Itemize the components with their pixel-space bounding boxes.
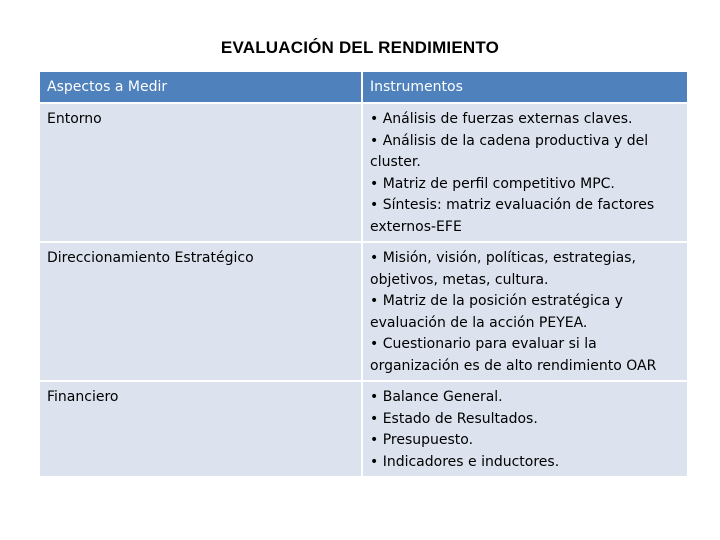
- evaluation-table: [40, 72, 687, 476]
- instrument-line: • Análisis de la cadena productiva y del: [370, 132, 649, 149]
- instrument-line: • Síntesis: matriz evaluación de factores: [370, 197, 655, 213]
- page-title: EVALUACIÓN DEL RENDIMIENTO: [220, 38, 500, 57]
- instrument-line: externos-EFE: [370, 218, 462, 235]
- aspect-cell: Financiero: [40, 381, 362, 476]
- aspect-cell: Direccionamiento Estratégico: [40, 242, 362, 381]
- instrument-line: • Análisis de fuerzas externas claves.: [370, 111, 633, 127]
- instrument-line: • Misión, visión, políticas, estrategias,: [370, 250, 636, 266]
- aspect-cell: Entorno: [40, 103, 362, 242]
- instrument-line: organización es de alto rendimiento OAR: [370, 357, 657, 374]
- table-row: [40, 103, 687, 242]
- instruments-cell: [362, 103, 687, 242]
- instrument-line: evaluación de la acción PEYEA.: [370, 314, 588, 331]
- instrument-line: • Indicadores e inductores.: [370, 453, 560, 470]
- instrument-line: • Cuestionario para evaluar si la: [370, 336, 597, 352]
- instrument-line: objetivos, metas, cultura.: [370, 271, 549, 288]
- instrument-line: • Matriz de la posición estratégica y: [370, 293, 623, 309]
- instruments-cell: [362, 242, 687, 381]
- instruments-cell: [362, 381, 687, 476]
- instrument-line: • Presupuesto.: [370, 432, 474, 448]
- table-row: [40, 381, 687, 476]
- header-instruments: Instrumentos: [362, 72, 687, 103]
- table-header-row: [40, 72, 687, 103]
- instrument-line: • Balance General.: [370, 389, 503, 405]
- table-row: [40, 242, 687, 381]
- instrument-line: • Matriz de perfil competitivo MPC.: [370, 175, 615, 192]
- instrument-line: • Estado de Resultados.: [370, 410, 538, 427]
- instrument-line: cluster.: [370, 154, 421, 170]
- header-aspects: Aspectos a Medir: [40, 72, 362, 103]
